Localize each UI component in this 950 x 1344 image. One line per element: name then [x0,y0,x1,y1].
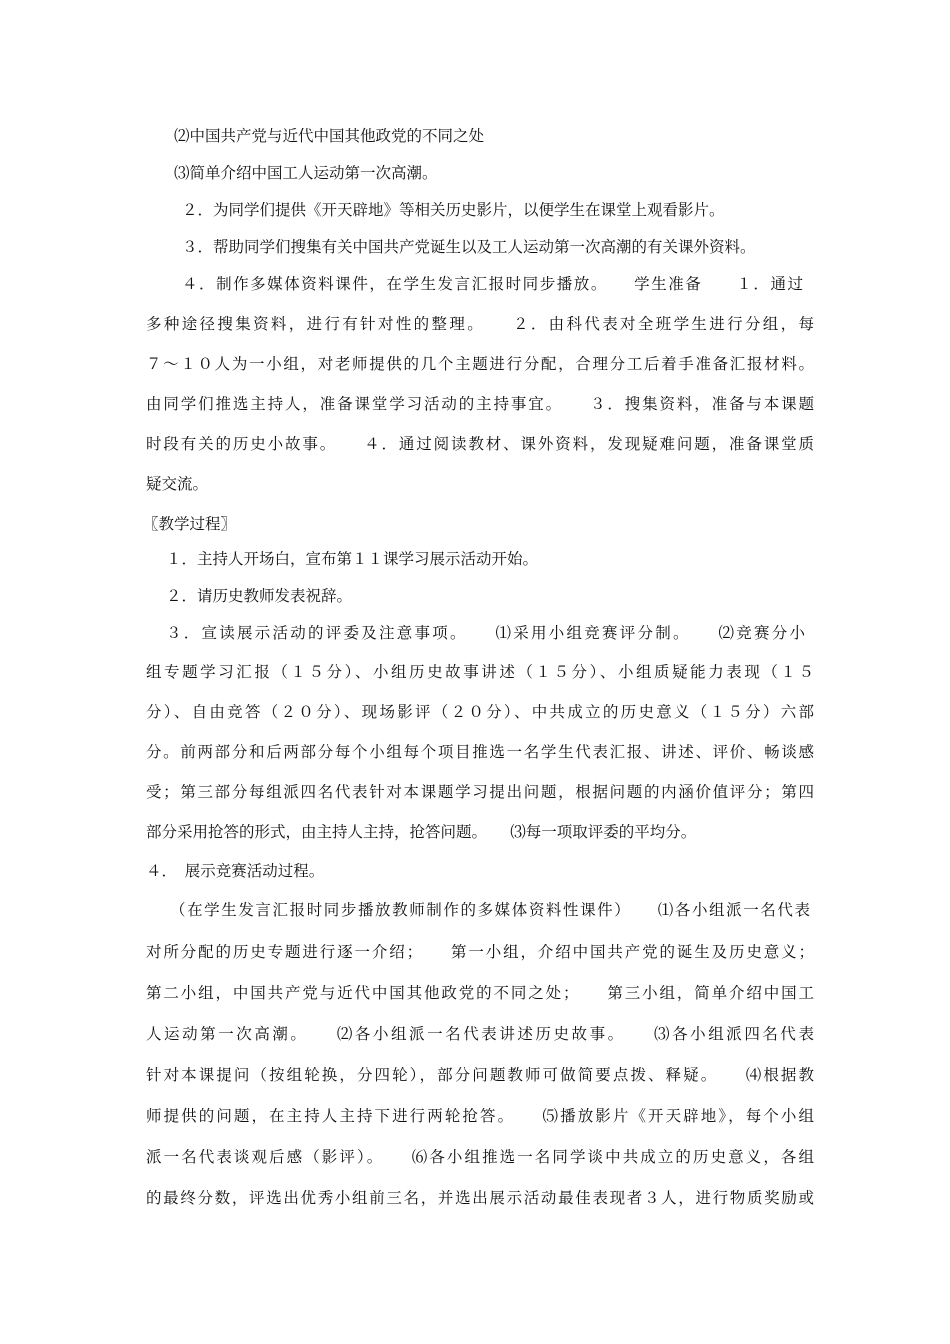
text-line: 分。前两部分和后两部分每个小组每个项目推选一名学生代表汇报、讲述、评价、畅谈感 [146,743,814,761]
section-heading: 〖教学过程〗 [143,515,237,533]
text-line: 受；第三部分每组派四名代表针对本课题学习提出问题，根据问题的内涵价值评分；第四 [146,783,814,801]
text-line: ４．制作多媒体资料课件，在学生发言汇报时同步播放。 学生准备 １．通过 [182,275,803,293]
text-line: ２．为同学们提供《开天辟地》等相关历史影片，以便学生在课堂上观看影片。 [182,201,725,219]
text-line: ⑶简单介绍中国工人运动第一次高潮。 [174,164,438,182]
text-line: １．主持人开场白，宣布第１１课学习展示活动开始。 [166,550,539,568]
text-line: 部分采用抢答的形式，由主持人主持，抢答问题。 ⑶每一项取评委的平均分。 [146,823,697,841]
text-line: 疑交流。 [146,475,209,493]
text-line: ⑵中国共产党与近代中国其他政党的不同之处 [174,127,485,145]
text-line: 师提供的问题，在主持人主持下进行两轮抢答。 ⑸播放影片《开天辟地》，每个小组 [146,1107,814,1125]
text-line: 人运动第一次高潮。 ⑵各小组派一名代表讲述历史故事。 ⑶各小组派四名代表 [146,1025,814,1043]
text-line: 由同学们推选主持人，准备课堂学习活动的主持事宜。 ３．搜集资料，准备与本课题 [146,395,814,413]
text-line: 第二小组，中国共产党与近代中国其他政党的不同之处； 第三小组，简单介绍中国工 [146,984,814,1002]
text-line: ７～１０人为一小组，对老师提供的几个主题进行分配，合理分工后着手准备汇报材料。 [146,355,814,373]
text-line: 时段有关的历史小故事。 ４．通过阅读教材、课外资料，发现疑难问题，准备课堂质 [146,435,814,453]
text-line: ３．宣读展示活动的评委及注意事项。 ⑴采用小组竞赛评分制。 ⑵竞赛分小 [166,624,805,642]
text-line: （在学生发言汇报时同步播放教师制作的多媒体资料性课件） ⑴各小组派一名代表 [170,901,810,919]
text-line: ３．帮助同学们搜集有关中国共产党诞生以及工人运动第一次高潮的有关课外资料。 [182,238,756,256]
text-line: ２．请历史教师发表祝辞。 [166,587,353,605]
text-line: 针对本课提问（按组轮换，分四轮），部分问题教师可做简要点拨、释疑。 ⑷根据教 [146,1066,814,1084]
text-line: 多种途径搜集资料，进行有针对性的整理。 ２．由科代表对全班学生进行分组，每 [146,315,814,333]
text-line: 组专题学习汇报（１５分）、小组历史故事讲述（１５分）、小组质疑能力表现（１５ [146,663,814,681]
text-line: 对所分配的历史专题进行逐一介绍； 第一小组，介绍中国共产党的诞生及历史意义； [146,943,814,961]
text-line: 派一名代表谈观后感（影评）。 ⑹各小组推选一名同学谈中共成立的历史意义，各组 [146,1148,814,1166]
text-line: ４． 展示竞赛活动过程。 [146,862,325,880]
text-line: 的最终分数，评选出优秀小组前三名，并选出展示活动最佳表现者３人，进行物质奖励或 [146,1189,814,1207]
text-line: 分）、自由竞答（２０分）、现场影评（２０分）、中共成立的历史意义（１５分）六部 [146,703,814,721]
